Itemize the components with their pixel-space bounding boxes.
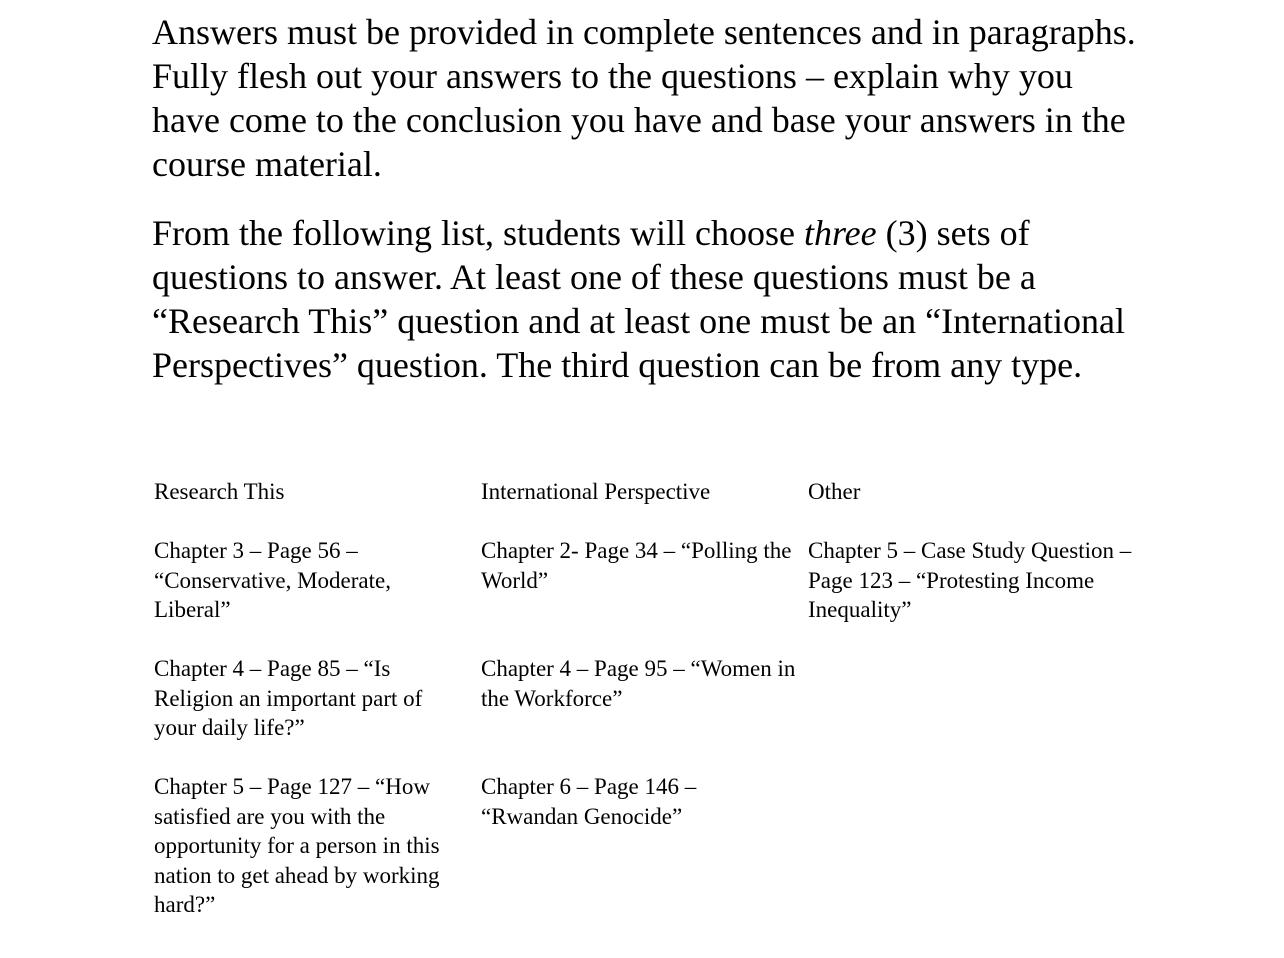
table-row <box>152 536 1147 654</box>
table-cell: Chapter 5 – Page 127 – “How satisfied are you with the opportunity for a person in this nation to get ahead by working hard?” <box>154 774 440 917</box>
table-cell <box>806 654 1147 772</box>
header-other: Other <box>808 479 861 504</box>
table-cell: Chapter 4 – Page 85 – “Is Religion an important part of your daily life?” <box>154 656 423 740</box>
instructions-paragraph-1: Answers must be provided in complete sentences and in paragraphs. Fully flesh out your answers to the questions – explain why you have come to the conclusion you have and base your answers in the course material. <box>152 12 1136 184</box>
table-cell: Chapter 6 – Page 146 – “Rwandan Genocide” <box>481 774 697 829</box>
table-cell: Chapter 5 – Case Study Question – Page 123 – “Protesting Income Inequality” <box>808 538 1132 622</box>
question-table <box>152 477 1147 949</box>
table-cell: Chapter 2- Page 34 – “Polling the World” <box>481 538 792 593</box>
instructions-section <box>152 10 1142 387</box>
table-cell: Chapter 3 – Page 56 – “Conservative, Moderate, Liberal” <box>154 538 391 622</box>
table-cell <box>806 772 1147 949</box>
header-research-this: Research This <box>154 479 285 504</box>
header-international-perspective: International Perspective <box>481 479 711 504</box>
paragraph-2-emphasis: three <box>803 213 877 253</box>
instructions-paragraph-2 <box>152 211 1142 387</box>
table-row <box>152 772 1147 949</box>
table-cell: Chapter 4 – Page 95 – “Women in the Workforce” <box>481 656 796 711</box>
table-row <box>152 654 1147 772</box>
paragraph-2-text-start: From the following list, students will choose <box>152 213 804 253</box>
table-header-row <box>152 477 1147 536</box>
paragraph-2-text-end: (3) sets of questions to answer. At least one of these questions must be a “Research This” question and at least one must be an “International Perspectives” question. The third question can be from any type. <box>152 213 1126 385</box>
